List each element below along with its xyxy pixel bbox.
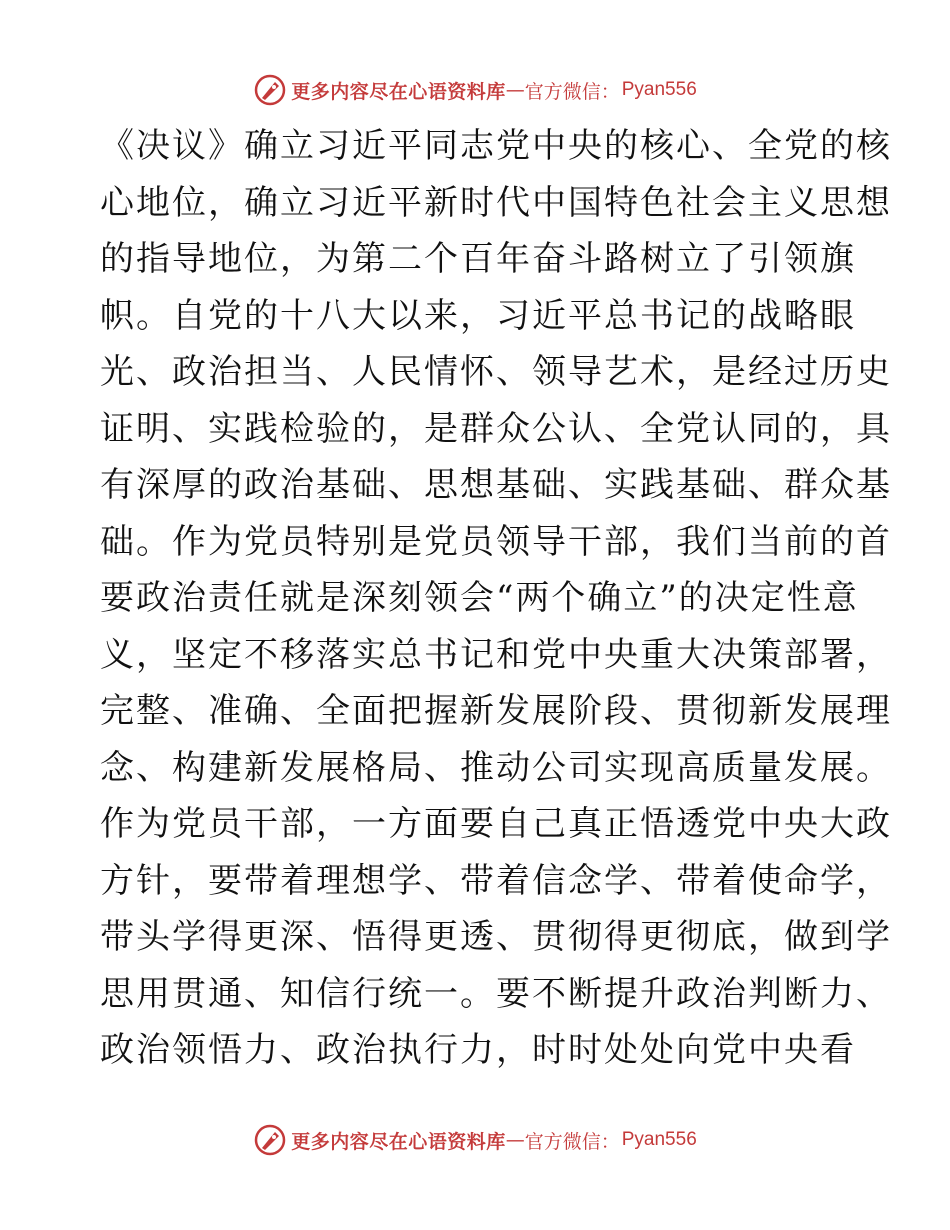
body-line: 作为党员干部，一方面要自己真正悟透党中央大政 <box>100 804 892 844</box>
banner-separator: — <box>505 1129 525 1151</box>
pen-nib-logo-icon <box>253 1123 287 1157</box>
body-line: 政治领悟力、政治执行力，时时处处向党中央看 <box>100 1030 856 1070</box>
body-line: 光、政治担当、人民情怀、领导艺术，是经过历史 <box>100 352 892 392</box>
banner-wechat-id: Pyan556 <box>621 79 697 100</box>
body-line: 《决议》确立习近平同志党中央的核心、全党的核 <box>100 126 892 166</box>
body-line: 要政治责任就是深刻领会“两个确立”的决定性意 <box>100 578 859 618</box>
body-line: 念、构建新发展格局、推动公司实现高质量发展。 <box>100 747 892 788</box>
body-line: 完整、准确、全面把握新发展阶段、贯彻新发展理 <box>100 691 892 731</box>
body-line: 思用贯通、知信行统一。要不断提升政治判断力、 <box>100 973 892 1014</box>
banner-site-text: 更多内容尽在心语资料库 <box>291 80 506 103</box>
banner-wechat-label: 官方微信： <box>524 80 620 103</box>
body-line: 础。作为党员特别是党员领导干部，我们当前的首 <box>100 521 892 562</box>
body-line: 方针，要带着理想学、带着信念学、带着使命学， <box>100 860 892 901</box>
footer-banner <box>0 1120 950 1160</box>
pen-nib-logo-icon <box>253 73 287 107</box>
banner-site-text: 更多内容尽在心语资料库 <box>291 1130 506 1153</box>
body-line: 证明、实践检验的，是群众公认、全党认同的，具 <box>100 408 892 449</box>
banner-separator: — <box>505 79 525 101</box>
body-line: 带头学得更深、悟得更透、贯彻得更彻底，做到学 <box>100 917 892 957</box>
body-line: 帜。自党的十八大以来，习近平总书记的战略眼 <box>100 295 856 336</box>
body-line: 的指导地位，为第二个百年奋斗路树立了引领旗 <box>100 239 856 279</box>
banner-wechat-label: 官方微信： <box>524 1130 620 1153</box>
banner-wechat-id: Pyan556 <box>621 1129 697 1150</box>
body-line: 义，坚定不移落实总书记和党中央重大决策部署， <box>100 634 892 675</box>
document-body <box>100 118 892 1079</box>
body-line: 心地位，确立习近平新时代中国特色社会主义思想 <box>100 182 892 223</box>
header-banner <box>0 70 950 110</box>
body-line: 有深厚的政治基础、思想基础、实践基础、群众基 <box>100 465 892 505</box>
